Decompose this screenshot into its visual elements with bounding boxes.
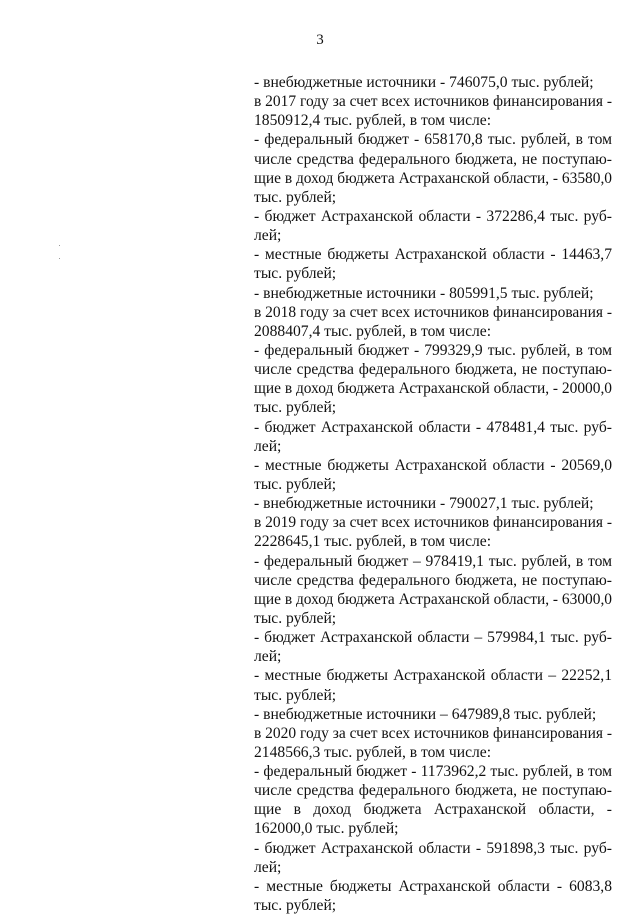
- text-line: - бюджет Астраханской области - 591898,3 тыс. руб-: [254, 839, 612, 857]
- text-line: в 2018 году за счет всех источников финансирования -: [254, 303, 612, 321]
- text-line: тыс. рублей;: [254, 475, 337, 493]
- text-line: - федеральный бюджет - 799329,9 тыс. рублей, в том: [254, 341, 612, 359]
- text-line: тыс. рублей;: [254, 399, 337, 417]
- text-line: щие в доход бюджета Астраханской области, - 63580,0: [254, 169, 613, 187]
- text-line: в 2017 году за счет всех источников финансирования -: [254, 93, 612, 111]
- text-line: в 2019 году за счет всех источников финансирования -: [254, 514, 612, 532]
- document-body: [254, 73, 612, 915]
- scan-speck: [59, 258, 60, 259]
- text-line: - федеральный бюджет – 978419,1 тыс. рублей, в том: [254, 552, 612, 570]
- text-line: - местные бюджеты Астраханской области - 20569,0: [254, 456, 612, 474]
- text-line: щие в доход бюджета Астраханской области, -: [254, 801, 612, 819]
- page-number: 3: [316, 32, 324, 48]
- text-line: числе средства федерального бюджета, не поступаю-: [254, 361, 612, 379]
- text-line: щие в доход бюджета Астраханской области, - 63000,0: [254, 590, 613, 608]
- text-line: тыс. рублей;: [254, 188, 337, 206]
- text-line: 2228645,1 тыс. рублей, в том числе:: [254, 533, 492, 551]
- text-line: - федеральный бюджет - 1173962,2 тыс. рублей, в том: [254, 763, 612, 781]
- text-line: лей;: [254, 858, 282, 876]
- text-line: лей;: [254, 648, 282, 666]
- text-line: - внебюджетные источники - 790027,1 тыс. рублей;: [254, 495, 594, 513]
- text-line: - внебюджетные источники - 746075,0 тыс. рублей;: [254, 74, 594, 91]
- text-line: лей;: [254, 227, 282, 245]
- text-line: 2088407,4 тыс. рублей, в том числе:: [254, 322, 492, 340]
- text-line: тыс. рублей;: [254, 609, 337, 627]
- text-line: лей;: [254, 437, 282, 455]
- text-line: 162000,0 тыс. рублей;: [254, 820, 399, 838]
- text-line: - бюджет Астраханской области - 478481,4 тыс. руб-: [254, 418, 612, 436]
- text-line: - местные бюджеты Астраханской области - 6083,8: [254, 877, 612, 895]
- text-line: - бюджет Астраханской области – 579984,1 тыс. руб-: [254, 629, 612, 647]
- text-line: тыс. рублей;: [254, 686, 337, 704]
- text-line: числе средства федерального бюджета, не поступаю-: [254, 782, 612, 800]
- text-line: - местные бюджеты Астраханской области - 14463,7: [254, 246, 612, 264]
- text-line: тыс. рублей;: [254, 265, 337, 283]
- text-line: - местные бюджеты Астраханской области – 22252,1: [254, 667, 612, 685]
- text-line: числе средства федерального бюджета, не поступаю-: [254, 571, 612, 589]
- text-line: числе средства федерального бюджета, не поступаю-: [254, 150, 612, 168]
- text-line: - федеральный бюджет - 658170,8 тыс. рублей, в том: [254, 131, 612, 149]
- text-line: в 2020 году за счет всех источников финансирования -: [254, 724, 612, 742]
- text-line: 1850912,4 тыс. рублей, в том числе:: [254, 112, 492, 130]
- text-line: - бюджет Астраханской области - 372286,4 тыс. руб-: [254, 207, 612, 225]
- scan-speck: [59, 245, 60, 246]
- text-line: 2148566,3 тыс. рублей, в том числе:: [254, 743, 492, 761]
- text-line: - внебюджетные источники - 805991,5 тыс. рублей;: [254, 284, 594, 302]
- text-line: - внебюджетные источники – 647989,8 тыс. рублей;: [254, 705, 597, 723]
- text-line: щие в доход бюджета Астраханской области, - 20000,0: [254, 380, 613, 398]
- text-line: тыс. рублей;: [254, 897, 337, 915]
